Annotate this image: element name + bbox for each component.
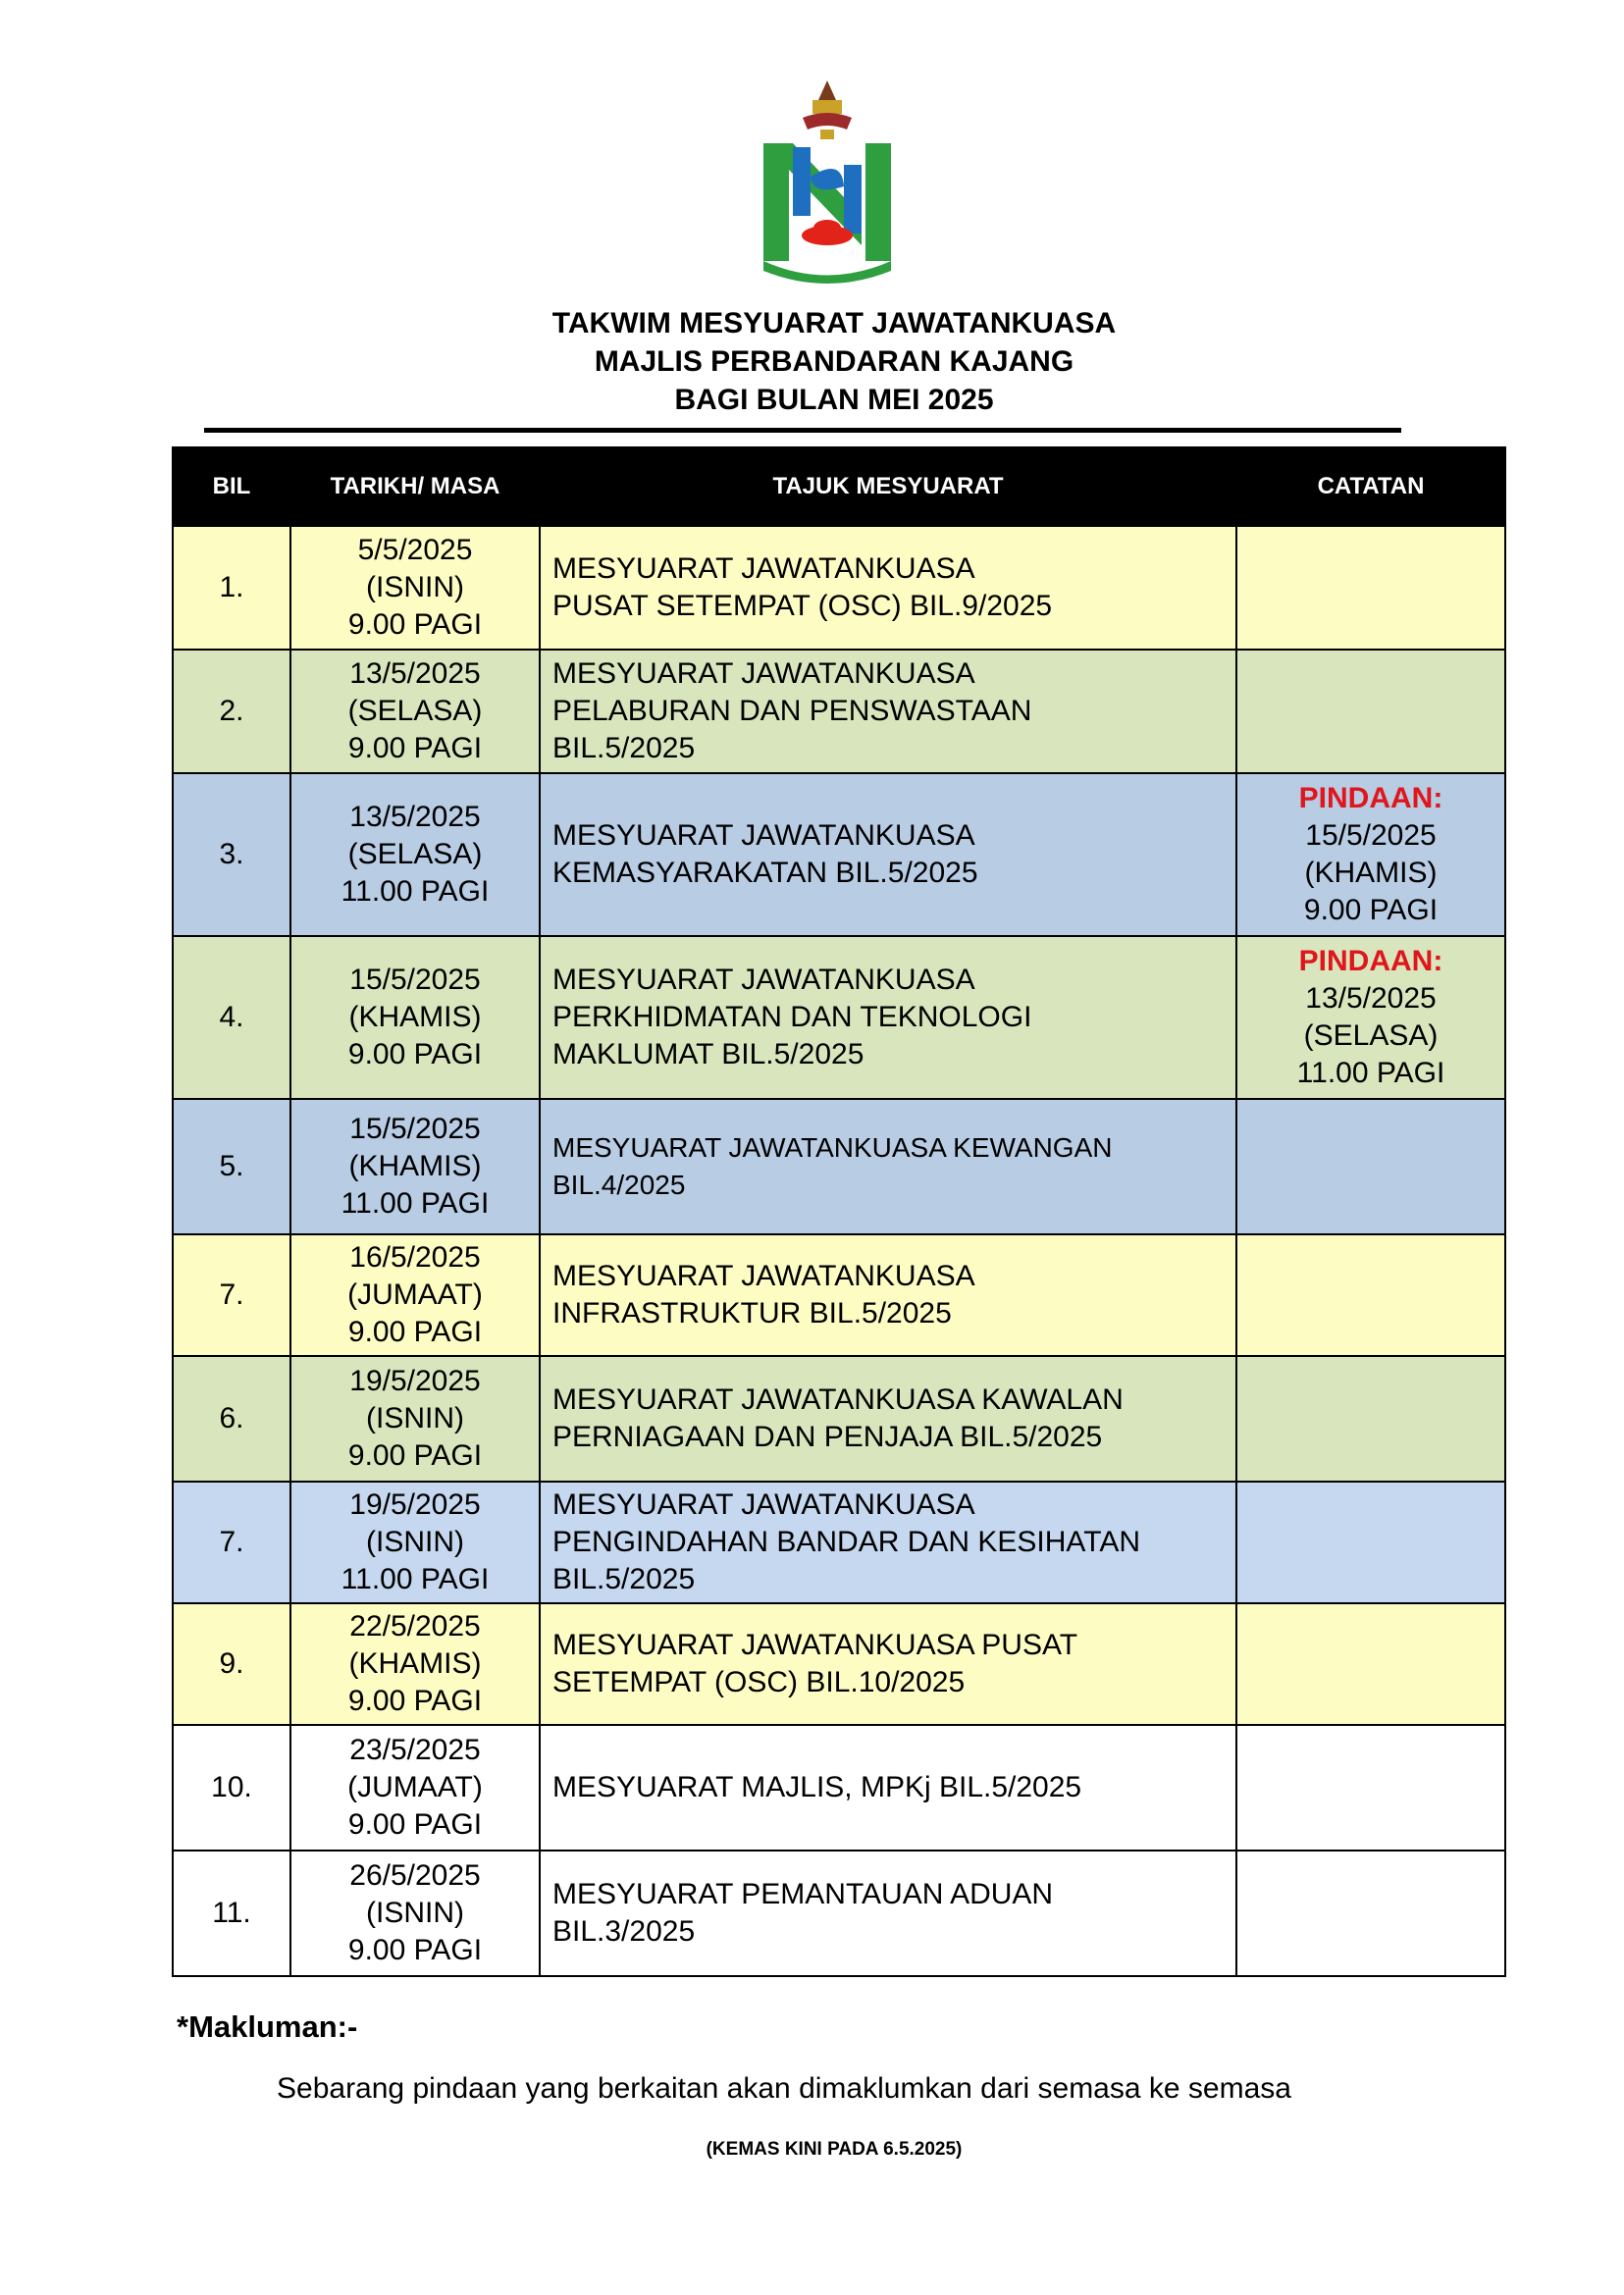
table-row	[173, 773, 1505, 936]
title-line: MAKLUMAT BIL.5/2025	[552, 1038, 864, 1070]
column-header-bil: BIL	[173, 447, 290, 526]
row-date-time	[290, 1234, 540, 1356]
footer-note: Sebarang pindaan yang berkaitan akan dimaklumkan dari semasa ke semasa	[277, 2072, 1291, 2105]
row-date-time	[290, 1099, 540, 1234]
meeting-day: (ISNIN)	[366, 1897, 464, 1929]
row-note	[1236, 1482, 1505, 1603]
row-bil: 11.	[173, 1851, 290, 1976]
row-meeting-title	[540, 1725, 1236, 1851]
row-meeting-title	[540, 1482, 1236, 1603]
row-meeting-title	[540, 650, 1236, 773]
row-meeting-title	[540, 1851, 1236, 1976]
meeting-day: (KHAMIS)	[348, 1647, 482, 1680]
title-line: MESYUARAT JAWATANKUASA	[552, 1260, 975, 1292]
table-row	[173, 1725, 1505, 1851]
row-meeting-title	[540, 773, 1236, 936]
row-date-time	[290, 1725, 540, 1851]
meeting-time: 9.00 PAGI	[347, 608, 483, 641]
meeting-schedule-table	[172, 446, 1506, 1977]
table-row	[173, 1099, 1505, 1234]
meeting-date: 15/5/2025	[349, 964, 481, 996]
row-date-time	[290, 1356, 540, 1482]
meeting-time: 9.00 PAGI	[347, 732, 483, 764]
row-note	[1236, 936, 1505, 1099]
title-line: MESYUARAT JAWATANKUASA	[552, 964, 975, 996]
table-row	[173, 1482, 1505, 1603]
meeting-date: 13/5/2025	[349, 657, 481, 690]
title-line: PERKHIDMATAN DAN TEKNOLOGI	[552, 1001, 1032, 1033]
title-line-1: TAKWIM MESYUARAT JAWATANKUASA	[551, 307, 1117, 339]
row-meeting-title	[540, 1099, 1236, 1234]
meeting-time: 9.00 PAGI	[347, 1685, 483, 1717]
row-date-time	[290, 773, 540, 936]
row-date-time	[290, 1482, 540, 1603]
title-line: KEMASYARAKATAN BIL.5/2025	[552, 857, 978, 889]
meeting-date: 23/5/2025	[349, 1734, 481, 1766]
meeting-time: 9.00 PAGI	[347, 1316, 483, 1348]
row-note	[1236, 1725, 1505, 1851]
row-note	[1236, 526, 1505, 650]
row-date-time	[290, 650, 540, 773]
row-bil: 5.	[173, 1099, 290, 1234]
meeting-day: (SELASA)	[347, 838, 483, 870]
pindaan-label: PINDAAN:	[1298, 945, 1443, 977]
row-bil: 6.	[173, 1356, 290, 1482]
pindaan-date: 13/5/2025	[1305, 982, 1437, 1015]
meeting-day: (SELASA)	[347, 695, 483, 727]
row-note	[1236, 1234, 1505, 1356]
row-note	[1236, 773, 1505, 936]
title-line: MESYUARAT JAWATANKUASA PUSAT	[552, 1629, 1078, 1661]
meeting-date: 13/5/2025	[349, 801, 481, 833]
column-header-tarikh: TARIKH/ MASA	[290, 447, 540, 526]
title-line: MESYUARAT JAWATANKUASA KAWALAN	[552, 1383, 1124, 1416]
row-note	[1236, 650, 1505, 773]
title-line: MESYUARAT JAWATANKUASA	[552, 819, 975, 852]
table-header-row	[173, 447, 1505, 526]
meeting-date: 26/5/2025	[349, 1859, 481, 1892]
title-line: PELABURAN DAN PENSWASTAAN	[552, 695, 1032, 727]
title-line: BIL.5/2025	[552, 1563, 696, 1595]
meeting-date: 19/5/2025	[349, 1488, 481, 1521]
row-meeting-title	[540, 936, 1236, 1099]
table-row	[173, 1234, 1505, 1356]
title-line: MESYUARAT JAWATANKUASA	[552, 552, 975, 585]
pindaan-label: PINDAAN:	[1298, 782, 1443, 814]
pindaan-time: 11.00 PAGI	[1296, 1057, 1445, 1089]
title-line: PUSAT SETEMPAT (OSC) BIL.9/2025	[552, 590, 1053, 622]
title-line: BIL.5/2025	[552, 732, 696, 764]
meeting-day: (JUMAAT)	[347, 1771, 483, 1803]
row-bil: 7.	[173, 1234, 290, 1356]
row-bil: 2.	[173, 650, 290, 773]
title-line: INFRASTRUKTUR BIL.5/2025	[552, 1297, 952, 1330]
meeting-time: 9.00 PAGI	[347, 1808, 483, 1841]
row-meeting-title	[540, 1603, 1236, 1725]
meeting-date: 22/5/2025	[349, 1610, 481, 1643]
row-bil: 7.	[173, 1482, 290, 1603]
row-bil: 1.	[173, 526, 290, 650]
title-divider	[204, 428, 1401, 433]
table-row	[173, 1356, 1505, 1482]
column-header-tajuk: TAJUK MESYUARAT	[540, 447, 1236, 526]
pindaan-day: (KHAMIS)	[1304, 857, 1438, 889]
pindaan-day: (SELASA)	[1303, 1019, 1439, 1052]
row-meeting-title	[540, 526, 1236, 650]
table-row	[173, 936, 1505, 1099]
row-bil: 10.	[173, 1725, 290, 1851]
title-line: SETEMPAT (OSC) BIL.10/2025	[552, 1666, 966, 1698]
meeting-time: 9.00 PAGI	[347, 1934, 483, 1966]
makluman-label: *Makluman:-	[177, 2009, 358, 2044]
title-line: MESYUARAT JAWATANKUASA KEWANGAN	[552, 1132, 1113, 1163]
title-line: MESYUARAT JAWATANKUASA	[552, 657, 975, 690]
meeting-time: 9.00 PAGI	[347, 1439, 483, 1472]
title-line: MESYUARAT PEMANTAUAN ADUAN	[552, 1878, 1054, 1910]
title-line: MESYUARAT JAWATANKUASA	[552, 1488, 975, 1521]
meeting-time: 11.00 PAGI	[341, 875, 490, 908]
column-header-catatan: CATATAN	[1236, 447, 1505, 526]
table-row	[173, 650, 1505, 773]
title-line: PERNIAGAAN DAN PENJAJA BIL.5/2025	[552, 1421, 1103, 1453]
row-note	[1236, 1099, 1505, 1234]
row-date-time	[290, 936, 540, 1099]
row-bil: 9.	[173, 1603, 290, 1725]
title-line: MESYUARAT MAJLIS, MPKj BIL.5/2025	[552, 1771, 1082, 1803]
title-line-3: BAGI BULAN MEI 2025	[674, 384, 994, 416]
row-date-time	[290, 1603, 540, 1725]
row-bil: 3.	[173, 773, 290, 936]
meeting-day: (ISNIN)	[366, 571, 464, 603]
meeting-day: (KHAMIS)	[348, 1150, 482, 1182]
pindaan-date: 15/5/2025	[1305, 819, 1437, 852]
last-updated: (KEMAS KINI PADA 6.5.2025)	[706, 2139, 963, 2160]
meeting-day: (JUMAAT)	[347, 1278, 483, 1311]
row-note	[1236, 1851, 1505, 1976]
table-row	[173, 1851, 1505, 1976]
meeting-date: 15/5/2025	[349, 1113, 481, 1145]
title-line-2: MAJLIS PERBANDARAN KAJANG	[594, 345, 1074, 378]
title-line: BIL.3/2025	[552, 1915, 696, 1948]
title-line: BIL.4/2025	[552, 1170, 686, 1200]
meeting-date: 16/5/2025	[349, 1241, 481, 1274]
meeting-day: (ISNIN)	[366, 1402, 464, 1434]
meeting-time: 9.00 PAGI	[347, 1038, 483, 1070]
meeting-date: 5/5/2025	[357, 534, 473, 566]
meeting-day: (KHAMIS)	[348, 1001, 482, 1033]
row-meeting-title	[540, 1356, 1236, 1482]
row-note	[1236, 1603, 1505, 1725]
meeting-time: 11.00 PAGI	[341, 1563, 490, 1595]
meeting-day: (ISNIN)	[366, 1526, 464, 1558]
row-note	[1236, 1356, 1505, 1482]
row-meeting-title	[540, 1234, 1236, 1356]
row-date-time	[290, 1851, 540, 1976]
table-row	[173, 1603, 1505, 1725]
mpkj-crest-icon	[754, 78, 901, 294]
row-bil: 4.	[173, 936, 290, 1099]
row-date-time	[290, 526, 540, 650]
title-line: PENGINDAHAN BANDAR DAN KESIHATAN	[552, 1526, 1140, 1558]
pindaan-time: 9.00 PAGI	[1303, 894, 1439, 926]
meeting-time: 11.00 PAGI	[341, 1187, 490, 1220]
document-title	[0, 304, 1624, 419]
meeting-date: 19/5/2025	[349, 1365, 481, 1397]
table-row	[173, 526, 1505, 650]
